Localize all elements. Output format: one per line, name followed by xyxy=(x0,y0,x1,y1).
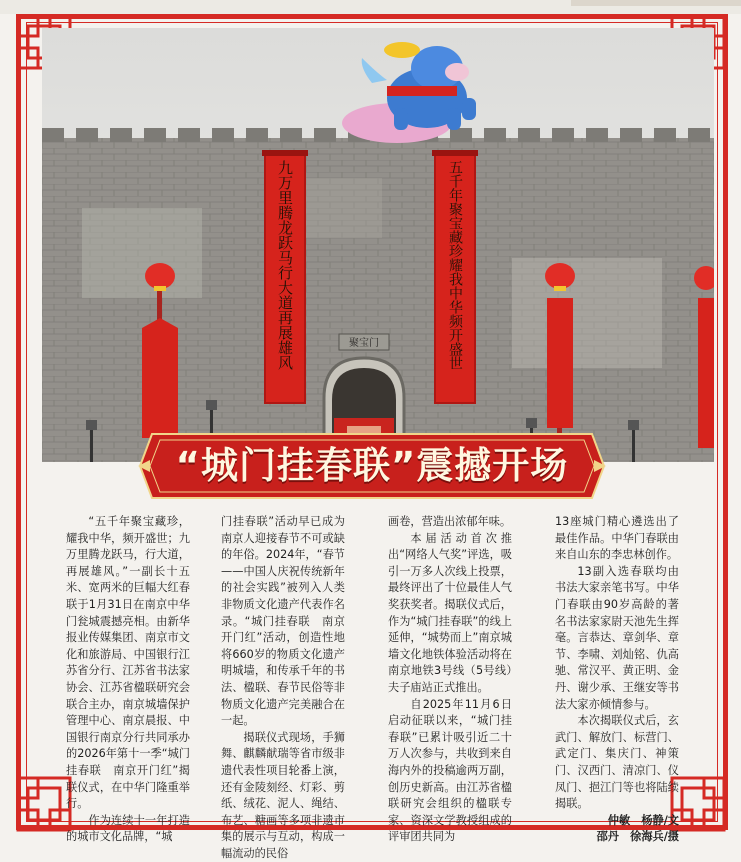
couplet-left-text: 九万里腾龙跃马行大道再展雄风 xyxy=(276,160,294,370)
paragraph: 13副入选春联均由书法大家亲笔书写。中华门春联由90岁高龄的著名书法家家尉天池先生挥毫。言恭达、章剑华、章节、李啸、刘灿铭、仇高驰、常汉平、黄正明、金丹、谢少承、王继安等书法大家亦倾情参与。 xyxy=(555,564,679,711)
paragraph: 本届活动首次推出“网络人气奖”评选，吸引一万多人次线上投票，最终评出了十位最佳人气奖获奖者。揭联仪式后，作为“城门挂春联”的线上延伸，“城势而上”南京城墙文化地铁体验活动将在南京地铁3号线（5号线）夫子庙站正式推出。 xyxy=(388,531,512,694)
paragraph: “五千年聚宝藏珍，耀我中华，频开盛世；九万里腾龙跃马，行大道，再展雄风。”一副长十五米、宽两米的巨幅大红春联于1月31日在南京中华门瓮城震撼亮相。由新华报业传媒集团、南京市文化和旅游局、中国银行江苏省分行、江苏省书法家协会、江苏省楹联研究会联合主办，南京城墙保护管理中心、南京晨报、中国银行南京分行共同承办的2026年第十一季“城门挂春联 南京开门红”揭联仪式，在中华门隆重举行。 xyxy=(66,515,190,811)
article-column-3 xyxy=(388,514,512,846)
paragraph: 自2025年11月6日启动征联以来，“城门挂春联”已累计吸引近二十万人次参与，共收到来自海内外的投稿逾两万副，创历史新高。由江苏省楹联研究会组织的楹联专家、资深文学教授组成的评审团共同为 xyxy=(388,697,512,844)
byline-photographers: 邵丹 徐海兵/摄 xyxy=(596,830,679,844)
article-column-1 xyxy=(66,514,190,846)
corner-ornament-bottom-left xyxy=(14,774,74,834)
top-tab xyxy=(571,0,741,6)
paragraph: 作为连续十一年打造的城市文化品牌，“城 xyxy=(66,813,190,844)
top-strip xyxy=(0,0,741,14)
paragraph: 本次揭联仪式后，玄武门、解放门、标营门、武定门、集庆门、神策门、汉西门、清凉门、仪凤门、挹江门等也将陆续揭联。 xyxy=(555,714,679,811)
headline-banner xyxy=(138,430,606,502)
article-column-2 xyxy=(221,514,345,862)
article-column-4 xyxy=(555,514,679,846)
headline: “城门挂春联”震撼开场 xyxy=(175,444,569,487)
byline-writers: 仲敏 杨静/文 xyxy=(607,813,679,827)
paragraph: 门挂春联”活动早已成为南京人迎接春节不可或缺的年俗。2024年，“春节——中国人庆祝传统新年的社会实践”被列入人类非物质文化遗产代表作名录。“城门挂春联 南京开门红”活动，创造性地将660岁的物质文化遗产明城墙，和传承千年的书法、楹联、春节民俗等非物质文化遗产完美融合在一起。 xyxy=(221,515,345,728)
paragraph: 画卷，营造出浓郁年味。 xyxy=(388,515,512,528)
paragraph: 13座城门精心遴选出了最佳作品。中华门春联由来自山东的李忠林创作。 xyxy=(555,515,679,562)
couplet-right-text: 五千年聚宝藏珍耀我中华频开盛世 xyxy=(447,160,463,370)
gate-plaque-text: 聚宝门 xyxy=(349,338,379,349)
city-wall-photo xyxy=(42,28,714,462)
paragraph: 揭联仪式现场，手狮舞、麒麟献瑞等省市级非遗代表性项目轮番上演，还有金陵刻经、灯彩、剪纸、绒花、泥人、绳结、布艺、糖画等多项非遗市集的展示与互动，构成一幅流动的民俗 xyxy=(221,730,345,860)
